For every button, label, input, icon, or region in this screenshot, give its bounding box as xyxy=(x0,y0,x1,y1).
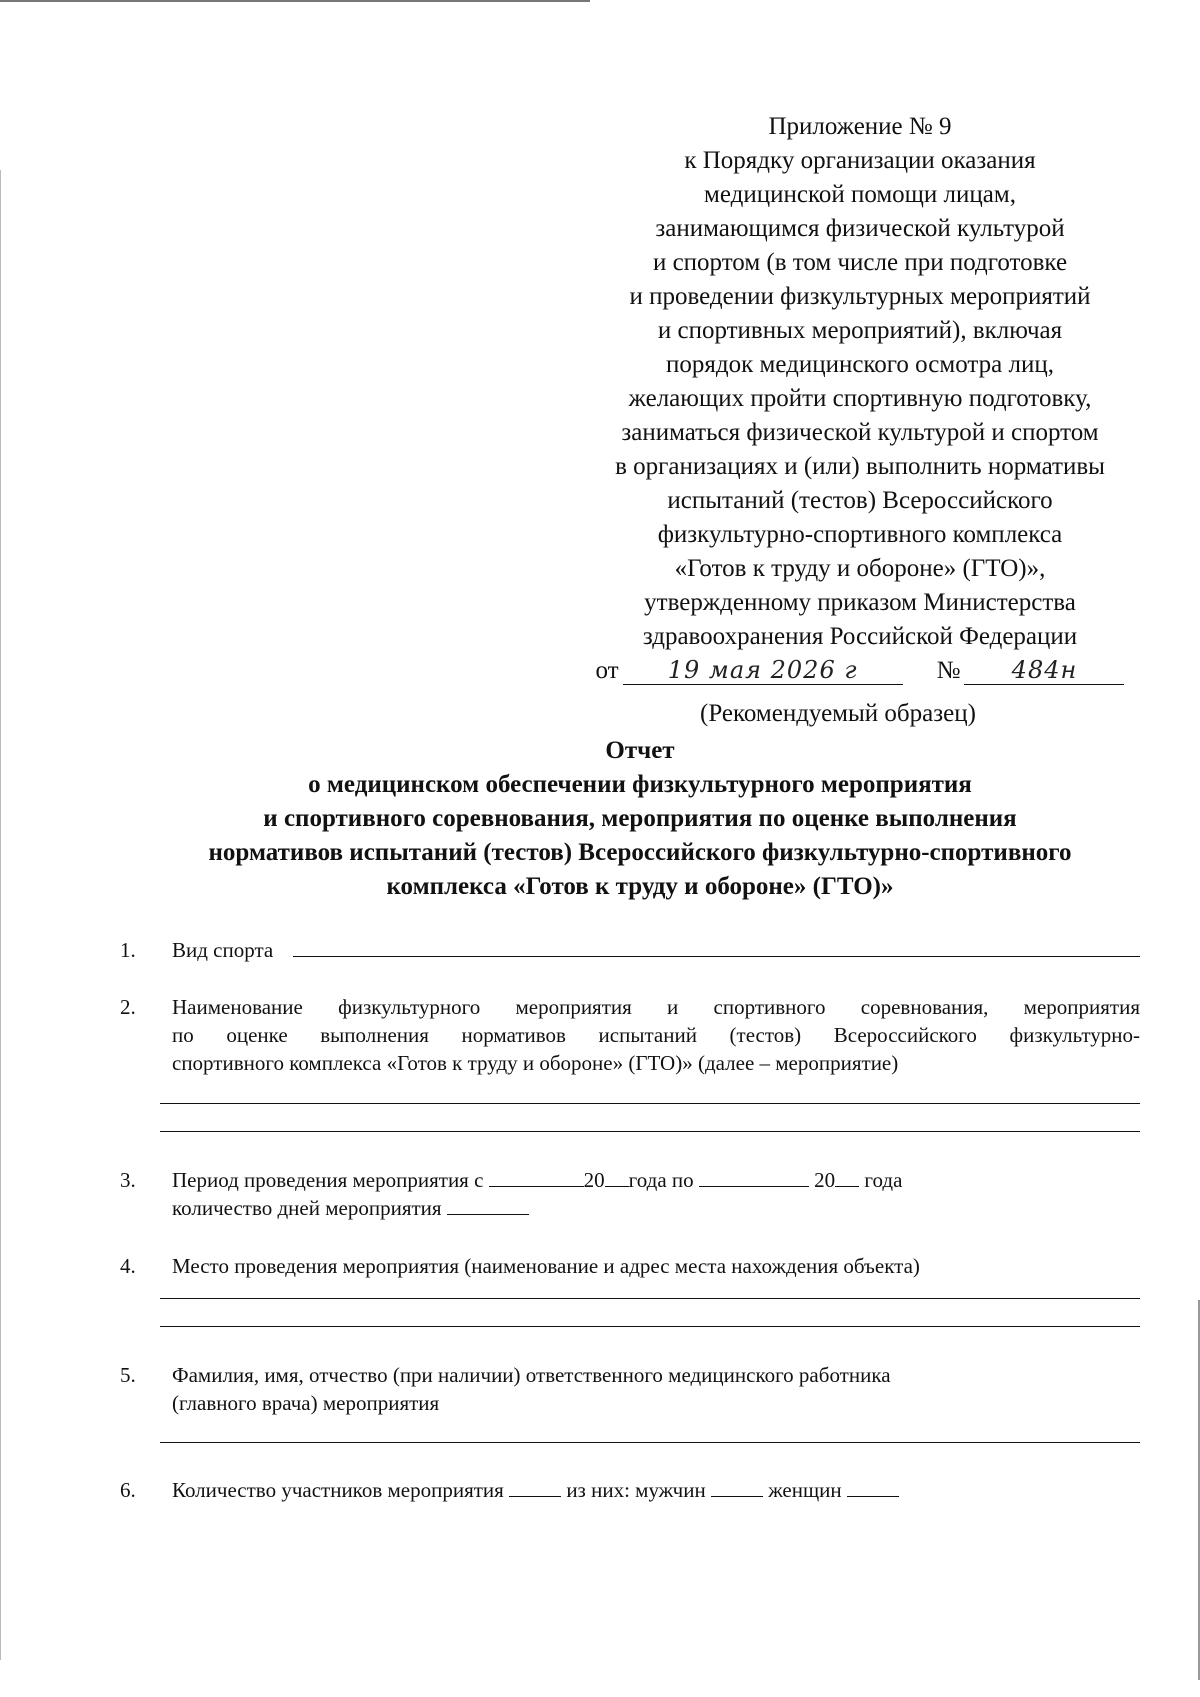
form-item-event-name xyxy=(120,993,1140,1133)
period-start-year-input[interactable] xyxy=(605,1166,629,1187)
form-item-responsible-medic xyxy=(120,1361,1140,1421)
item-label: женщин xyxy=(768,1478,842,1502)
item-label: Вид спорта xyxy=(172,938,274,962)
order-from-label: от xyxy=(595,657,619,684)
annex-line: и проведении физкультурных мероприятий xyxy=(629,283,1091,310)
item-label: Период проведения мероприятия с xyxy=(172,1168,484,1192)
item-number: 3. xyxy=(120,1168,136,1192)
period-end-input[interactable] xyxy=(699,1166,809,1187)
annex-line: порядок медицинского осмотра лиц, xyxy=(666,351,1054,378)
annex-line: здравоохранения Российской Федерации xyxy=(642,623,1078,650)
venue-input-line[interactable] xyxy=(160,1298,1140,1299)
title-line: и спортивного соревнования, мероприятия по оценке выполнения xyxy=(263,805,1017,832)
period-start-input[interactable] xyxy=(489,1166,584,1187)
participants-men-input[interactable] xyxy=(711,1476,763,1497)
order-reference xyxy=(575,654,1145,688)
item-label: Место проведения мероприятия (наименование и адрес места нахождения объекта) xyxy=(172,1254,920,1278)
order-number-label: № xyxy=(936,657,961,684)
item-label: года xyxy=(864,1168,903,1192)
item-number: 5. xyxy=(120,1363,136,1387)
item-number: 2. xyxy=(120,995,136,1019)
order-date-handwritten: 19 мая 2026 г xyxy=(623,656,903,685)
document-title xyxy=(120,734,1160,904)
annex-line: и спортивных мероприятий), включая xyxy=(657,317,1063,344)
item-label: из них: мужчин xyxy=(566,1478,706,1502)
form-item-sport xyxy=(120,936,1140,966)
responsible-medic-input-line[interactable] xyxy=(160,1442,1140,1443)
event-name-input-line[interactable] xyxy=(160,1131,1140,1132)
scan-edge-top xyxy=(0,0,590,2)
days-count-input[interactable] xyxy=(447,1194,529,1215)
year-prefix: 20 xyxy=(814,1168,836,1192)
annex-line: физкультурно-спортивного комплекса xyxy=(657,521,1063,548)
item-text-line: (главного врача) мероприятия xyxy=(172,1391,440,1415)
order-number-handwritten: 484н xyxy=(964,656,1124,685)
scan-edge-left xyxy=(0,170,1,1660)
annex-line: медицинской помощи лицам, xyxy=(704,181,1016,208)
sport-input-line[interactable] xyxy=(293,936,1140,957)
item-text-line: по оценке выполнения нормативов испытаний (тестов) Всероссийского физкультурно- xyxy=(172,1023,1140,1047)
annex-line: к Порядку организации оказания xyxy=(684,147,1036,174)
form-item-participants xyxy=(120,1476,1140,1506)
period-end-year-input[interactable] xyxy=(835,1166,859,1187)
item-number: 1. xyxy=(120,938,136,962)
item-label: Количество участников мероприятия xyxy=(172,1478,504,1502)
form-item-venue xyxy=(120,1252,1140,1282)
item-text-line: Наименование физкультурного мероприятия и спортивного соревнования, мероприятия xyxy=(172,995,1140,1019)
participants-total-input[interactable] xyxy=(509,1476,561,1497)
item-number: 6. xyxy=(120,1478,136,1502)
item-label: количество дней мероприятия xyxy=(172,1196,442,1220)
participants-women-input[interactable] xyxy=(847,1476,899,1497)
annex-line: утвержденному приказом Министерства xyxy=(644,589,1076,616)
item-number: 4. xyxy=(120,1254,136,1278)
annex-line: «Готов к труду и обороне» (ГТО)», xyxy=(674,555,1046,582)
title-line: комплекса «Готов к труду и обороне» (ГТО)» xyxy=(386,873,894,900)
annex-line: в организациях и (или) выполнить нормативы xyxy=(615,453,1105,480)
annex-line: занимающимся физической культурой xyxy=(655,215,1065,242)
item-text-line: спортивного комплекса «Готов к труду и обороне» (ГТО)» (далее – мероприятие) xyxy=(172,1051,899,1075)
form-item-period xyxy=(120,1166,1140,1226)
title-line: о медицинском обеспечении физкультурного мероприятия xyxy=(308,771,972,798)
event-name-input-line[interactable] xyxy=(160,1103,1140,1104)
year-prefix: 20 xyxy=(583,1168,605,1192)
venue-input-line[interactable] xyxy=(160,1326,1140,1327)
item-label: года по xyxy=(628,1168,694,1192)
item-text-line: Фамилия, имя, отчество (при наличии) ответственного медицинского работника xyxy=(172,1363,891,1387)
recommended-sample-note: (Рекомендуемый образец) xyxy=(700,700,976,727)
annex-line: желающих пройти спортивную подготовку, xyxy=(628,385,1092,412)
annex-line: испытаний (тестов) Всероссийского xyxy=(667,487,1053,514)
title-line: Отчет xyxy=(605,737,675,764)
annex-line: Приложение № 9 xyxy=(768,113,952,140)
title-line: нормативов испытаний (тестов) Всероссийского физкультурно-спортивного xyxy=(208,839,1072,866)
annex-header xyxy=(575,110,1145,688)
annex-line: и спортом (в том числе при подготовке xyxy=(652,249,1068,276)
annex-line: заниматься физической культурой и спортом xyxy=(621,419,1099,446)
